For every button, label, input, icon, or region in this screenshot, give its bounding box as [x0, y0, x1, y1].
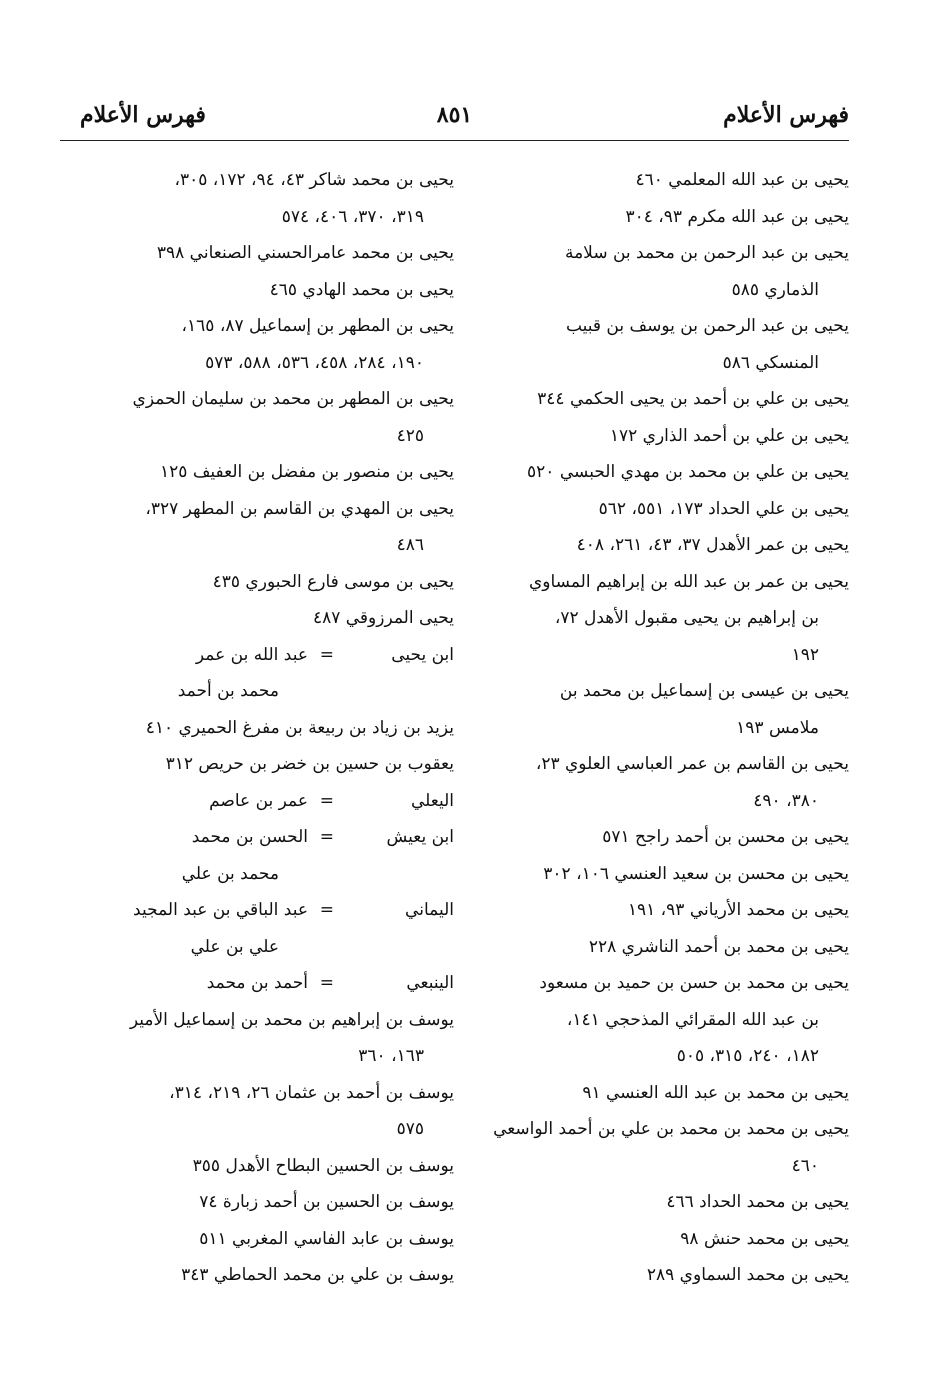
index-entry-line: ٥٧٥ [396, 1119, 424, 1139]
index-entry-line: الذماري ٥٨٥ [731, 279, 819, 300]
index-entry-line: يحيى بن منصور بن مفضل بن العفيف ١٢٥ [160, 462, 454, 482]
index-entry-line: يحيى بن محمد بن حسن بن حميد بن مسعود [539, 973, 849, 993]
index-entry-line: يوسف بن الحسين بن أحمد زبارة ٧٤ [199, 1192, 454, 1212]
index-entry-line: يحيى بن المطهر بن محمد بن سليمان الحمزي [132, 389, 454, 409]
running-title-right: فهرس الأعلام [723, 102, 849, 128]
index-entry-line: يحيى بن علي بن أحمد الذاري ١٧٢ [609, 425, 849, 446]
index-entry-line: يحيى بن محمد الهادي ٤٦٥ [269, 279, 454, 300]
index-entry-line: يوسف بن عابد الفاسي المغربي ٥١١ [199, 1228, 454, 1249]
index-entry-line: يوسف بن إبراهيم بن محمد بن إسماعيل الأمير [129, 1009, 454, 1030]
index-entry-line: ١٩٠، ٢٨٤، ٤٥٨، ٥٣٦، ٥٨٨، ٥٧٣ [205, 352, 424, 373]
index-entry-line: يحيى المرزوقي ٤٨٧ [312, 608, 454, 628]
index-entry-line: يحيى بن عبد الله مكرم ٩٣، ٣٠٤ [625, 206, 849, 227]
index-entry-line: المنسكي ٥٨٦ [722, 352, 819, 373]
index-entry-line [82, 819, 454, 856]
xref-equals-sign: = [319, 790, 334, 811]
index-entry-line [82, 965, 454, 1002]
index-entry-line: ١٩٢ [791, 644, 819, 665]
index-entry-line: يزيد بن زياد بن ربيعة بن مفرغ الحميري ٤١٠ [145, 717, 454, 738]
index-entry-line: يحيى بن محمد السماوي ٢٨٩ [646, 1265, 849, 1285]
index-entry-line: يحيى بن محمد بن أحمد الناشري ٢٢٨ [588, 936, 849, 957]
right-column [479, 162, 849, 1294]
index-entry-line: يحيى بن عبد الرحمن بن يوسف بن قبيب [565, 316, 849, 336]
xref-target: الحسن بن محمد [191, 827, 308, 847]
index-entry-line: يحيى بن محمد الأرياني ٩٣، ١٩١ [627, 900, 849, 920]
xref-equals-sign: = [319, 644, 334, 665]
xref-term: اليماني [405, 900, 454, 920]
index-entry-line: بن إبراهيم بن يحيى مقبول الأهدل ٧٢، [554, 608, 819, 628]
xref-term: ابن يعيش [386, 827, 454, 847]
xref-term: اليعلي [410, 790, 454, 811]
index-entry-line: ٤٢٥ [396, 425, 424, 446]
xref-target: عبد الله بن عمر [195, 644, 308, 665]
index-entry-line: يحيى بن علي الحداد ١٧٣، ٥٥١، ٥٦٢ [598, 498, 849, 519]
xref-target: عبد الباقي بن عبد المجيد [133, 900, 308, 920]
index-entry-line: يحيى بن المهدي بن القاسم بن المطهر ٣٢٧، [145, 498, 454, 519]
index-entry-line: علي بن علي [190, 936, 279, 957]
index-entry-line: يحيى بن محسن بن أحمد راجح ٥٧١ [602, 827, 849, 847]
xref-equals-sign: = [319, 973, 334, 993]
page-number: ٨٥١ [436, 102, 473, 128]
index-entry-line: يحيى بن علي بن محمد بن مهدي الحبسي ٥٢٠ [527, 462, 849, 482]
index-entry-line: يحيى بن عمر بن عبد الله بن إبراهيم المساوي [528, 571, 849, 592]
xref-target: أحمد بن محمد [206, 973, 308, 993]
index-entry-line: يوسف بن علي بن محمد الحماطي ٣٤٣ [181, 1265, 454, 1285]
xref-equals-sign: = [319, 827, 334, 847]
index-entry-line [82, 892, 454, 929]
index-entry-line: ٣٨٠، ٤٩٠ [753, 790, 819, 811]
index-entry-line: يحيى بن المطهر بن إسماعيل ٨٧، ١٦٥، [181, 316, 454, 336]
index-entry-line: يحيى بن القاسم بن عمر العباسي العلوي ٢٣، [535, 754, 849, 774]
xref-target: عمر بن عاصم [209, 790, 308, 811]
index-entry-line: يحيى بن موسى فارع الحبوري ٤٣٥ [212, 571, 454, 592]
index-entry-line: يحيى بن محمد الحداد ٤٦٦ [666, 1192, 849, 1212]
index-entry-line: يحيى بن عمر الأهدل ٣٧، ٤٣، ٢٦١، ٤٠٨ [576, 535, 849, 555]
index-entry-line: ٤٦٠ [791, 1155, 819, 1176]
index-entry-line: محمد بن علي [181, 863, 279, 884]
index-entry-line [82, 637, 454, 674]
page-header [60, 100, 849, 141]
index-entry-line: يوسف بن الحسين البطاح الأهدل ٣٥٥ [192, 1155, 454, 1176]
index-entry-line: ١٨٢، ٢٤٠، ٣١٥، ٥٠٥ [676, 1046, 819, 1066]
xref-equals-sign: = [319, 900, 334, 920]
index-entry-line: بن عبد الله المقرائي المذحجي ١٤١، [566, 1009, 819, 1030]
index-entry-line: يوسف بن أحمد بن عثمان ٢٦، ٢١٩، ٣١٤، [169, 1082, 454, 1103]
left-column [82, 162, 454, 1294]
index-entry-line: ملامس ١٩٣ [736, 717, 819, 738]
index-entry-line: يحيى بن عبد الله المعلمي ٤٦٠ [635, 170, 849, 190]
index-entry-line: يحيى بن محسن بن سعيد العنسي ١٠٦، ٣٠٢ [543, 863, 849, 884]
index-entry-line: يحيى بن عيسى بن إسماعيل بن محمد بن [559, 681, 849, 701]
xref-term: ابن يحيى [391, 644, 454, 665]
index-entry-line: ١٦٣، ٣٦٠ [358, 1046, 424, 1066]
index-entry-line: يحيى بن محمد بن محمد بن علي بن أحمد الواسعي [493, 1119, 849, 1139]
index-entry-line: يحيى بن محمد بن عبد الله العنسي ٩١ [582, 1082, 849, 1103]
index-entry-line: يحيى بن عبد الرحمن بن محمد بن سلامة [564, 243, 849, 263]
index-entry-line: يحيى بن محمد حنش ٩٨ [680, 1228, 849, 1249]
index-entry-line: يحيى بن علي بن أحمد بن يحيى الحكمي ٣٤٤ [537, 389, 849, 409]
running-title-left: فهرس الأعلام [80, 102, 206, 128]
index-entry-line [82, 783, 454, 820]
xref-term: الينبعي [406, 973, 454, 993]
index-entry-line: يحيى بن محمد عامرالحسني الصنعاني ٣٩٨ [156, 243, 454, 263]
index-entry-line: ٣١٩، ٣٧٠، ٤٠٦، ٥٧٤ [281, 206, 424, 227]
index-entry-line: يعقوب بن حسين بن خضر بن حريص ٣١٢ [165, 754, 454, 774]
index-entry-line: محمد بن أحمد [177, 681, 279, 701]
index-entry-line: يحيى بن محمد شاكر ٤٣، ٩٤، ١٧٢، ٣٠٥، [174, 170, 454, 190]
index-entry-line: ٤٨٦ [396, 535, 424, 555]
